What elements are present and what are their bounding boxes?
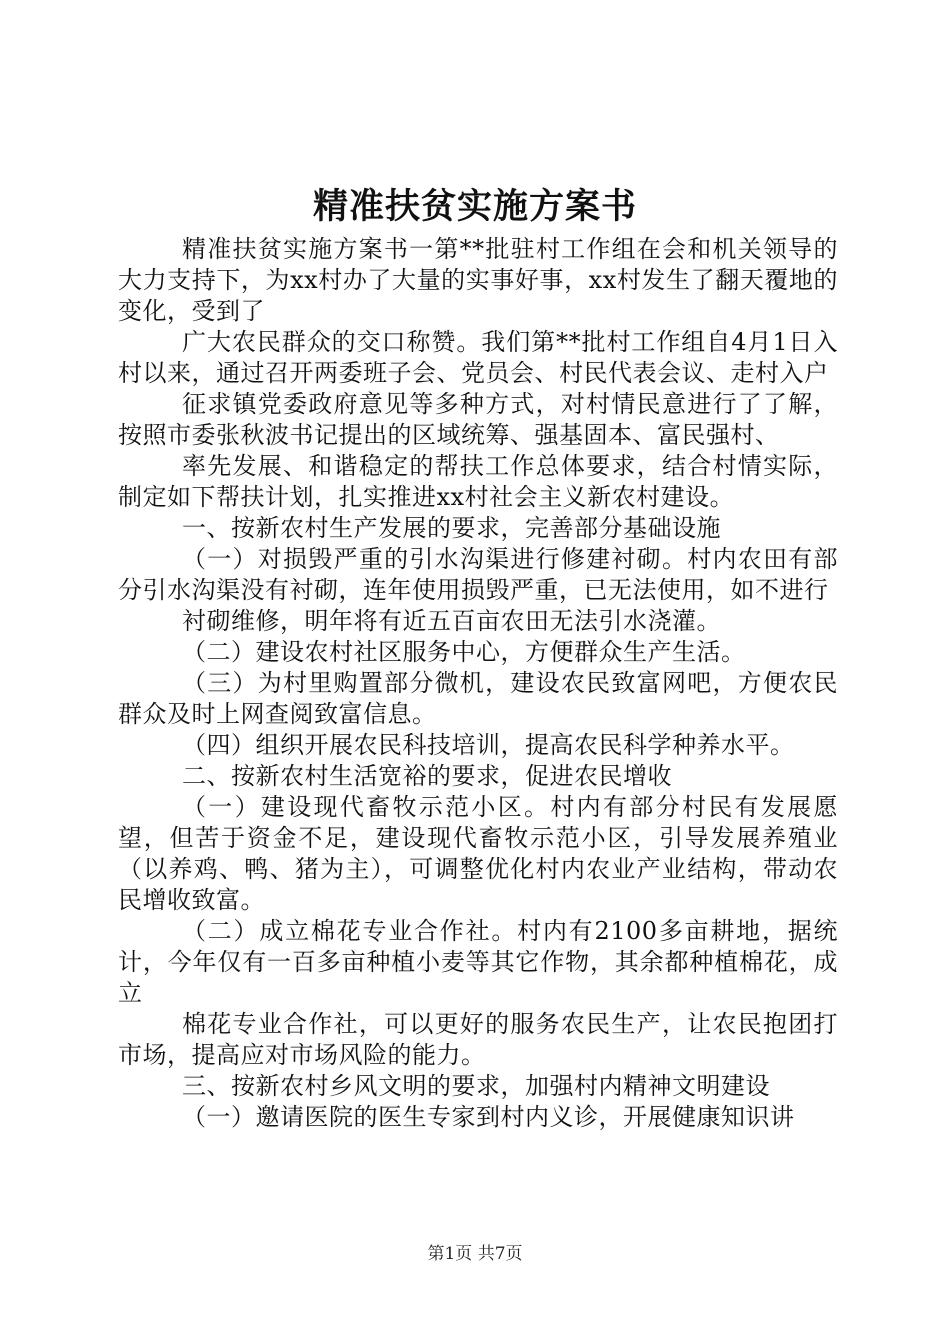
paragraph: （二）建设农村社区服务中心，方便群众生产生活。 <box>182 638 746 666</box>
paragraph: （四）组织开展农民科技培训，提高农民科学种养水平。 <box>182 731 795 759</box>
page-number-footer: 第1页 共7页 <box>427 1244 523 1264</box>
paragraph: （一）建设现代畜牧示范小区。村内有部分村民有发展愿望，但苦于资金不足，建设现代畜牧示范小区，引导发展养殖业（以养鸡、鸭、猪为主），可调整优化村内农业产业结构，带动农民增收致富。 <box>118 793 838 914</box>
section-heading: 一、按新农村生产发展的要求，完善部分基础设施 <box>182 514 721 542</box>
paragraph: （三）为村里购置部分微机，建设农民致富网吧，方便农民群众及时上网查阅致富信息。 <box>118 669 838 728</box>
paragraph: （二）成立棉花专业合作社。村内有2100多亩耕地，据统计，今年仅有一百多亩种植小麦等其它作物，其余都种植棉花，成立 <box>118 917 838 1007</box>
paragraph: （一）对损毁严重的引水沟渠进行修建衬砌。村内农田有部分引水沟渠没有衬砌，连年使用损毁严重，已无法使用，如不进行 <box>118 545 838 604</box>
paragraph: 衬砌维修，明年将有近五百亩农田无法引水浇灌。 <box>182 607 721 635</box>
paragraph: 棉花专业合作社，可以更好的服务农民生产，让农民抱团打市场，提高应对市场风险的能力。 <box>118 1010 838 1069</box>
document-body <box>118 234 838 1133</box>
paragraph: 征求镇党委政府意见等多种方式，对村情民意进行了了解，按照市委张秋波书记提出的区域统筹、强基固本、富民强村、 <box>118 390 838 449</box>
paragraph: 精准扶贫实施方案书一第**批驻村工作组在会和机关领导的大力支持下，为xx村办了大量的实事好事，xx村发生了翻天覆地的变化，受到了 <box>118 235 838 325</box>
paragraph: （一）邀请医院的医生专家到村内义诊，开展健康知识讲 <box>182 1103 795 1131</box>
document-title: 精准扶贫实施方案书 <box>312 186 637 227</box>
paragraph: 率先发展、和谐稳定的帮扶工作总体要求，结合村情实际，制定如下帮扶计划，扎实推进xx村社会主义新农村建设。 <box>118 452 838 511</box>
section-heading: 三、按新农村乡风文明的要求，加强村内精神文明建设 <box>182 1072 770 1100</box>
paragraph: 广大农民群众的交口称赞。我们第**批村工作组自4月1日入村以来，通过召开两委班子会、党员会、村民代表会议、走村入户 <box>118 328 838 387</box>
section-heading: 二、按新农村生活宽裕的要求，促进农民增收 <box>182 762 672 790</box>
